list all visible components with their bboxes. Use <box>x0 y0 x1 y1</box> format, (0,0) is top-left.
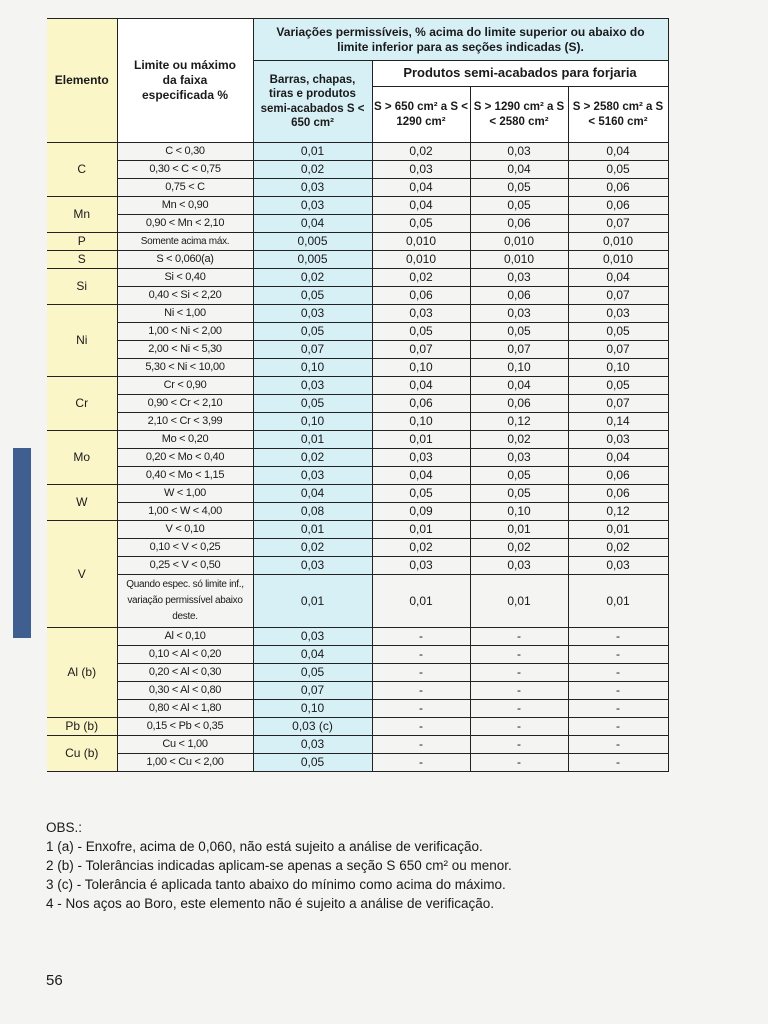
table-row <box>47 251 668 269</box>
s2-cell: 0,12 <box>470 413 568 431</box>
s2-cell: - <box>470 646 568 664</box>
s2-cell: 0,05 <box>470 467 568 485</box>
s2-cell: 0,03 <box>470 305 568 323</box>
s2-cell: 0,010 <box>470 251 568 269</box>
s2-cell: - <box>470 754 568 772</box>
table-row <box>47 700 668 718</box>
s1-cell: 0,010 <box>372 251 470 269</box>
s3-cell: - <box>568 754 668 772</box>
table-row <box>47 395 668 413</box>
bar-cell: 0,01 <box>253 521 372 539</box>
table-row <box>47 736 668 754</box>
limit-cell: V < 0,10 <box>117 521 253 539</box>
table-row <box>47 431 668 449</box>
s3-cell: 0,03 <box>568 431 668 449</box>
s3-cell: 0,06 <box>568 197 668 215</box>
s2-cell: 0,10 <box>470 359 568 377</box>
s3-cell: 0,06 <box>568 179 668 197</box>
s3-cell: 0,12 <box>568 503 668 521</box>
element-ni: Ni <box>47 305 117 377</box>
element-v: V <box>47 521 117 628</box>
table-row <box>47 521 668 539</box>
table-row <box>47 323 668 341</box>
s3-cell: - <box>568 664 668 682</box>
bar-cell: 0,03 <box>253 377 372 395</box>
bar-cell: 0,05 <box>253 395 372 413</box>
element-w: W <box>47 485 117 521</box>
limit-cell: Ni < 1,00 <box>117 305 253 323</box>
s3-cell: 0,06 <box>568 485 668 503</box>
limit-cell: 0,40 < Mo < 1,15 <box>117 467 253 485</box>
bar-cell: 0,03 <box>253 467 372 485</box>
element-mo: Mo <box>47 431 117 485</box>
limit-cell: W < 1,00 <box>117 485 253 503</box>
s1-cell: - <box>372 736 470 754</box>
table-row <box>47 161 668 179</box>
bar-cell: 0,05 <box>253 287 372 305</box>
bar-cell: 0,03 <box>253 628 372 646</box>
s2-cell: - <box>470 664 568 682</box>
s3-cell: 0,010 <box>568 233 668 251</box>
s3-cell: 0,010 <box>568 251 668 269</box>
bar-cell: 0,02 <box>253 269 372 287</box>
s1-cell: - <box>372 628 470 646</box>
bar-cell: 0,04 <box>253 646 372 664</box>
s1-cell: - <box>372 700 470 718</box>
limit-cell: Quando espec. só limite inf., variação permissível abaixo deste. <box>117 575 253 628</box>
s1-cell: 0,01 <box>372 521 470 539</box>
header-elemento: Elemento <box>47 19 117 143</box>
s2-cell: 0,05 <box>470 197 568 215</box>
element-si: Si <box>47 269 117 305</box>
limit-cell: 0,20 < Al < 0,30 <box>117 664 253 682</box>
limit-cell: 0,10 < Al < 0,20 <box>117 646 253 664</box>
s1-cell: 0,03 <box>372 557 470 575</box>
tolerance-table-wrapper <box>47 18 668 772</box>
limit-cell: 0,10 < V < 0,25 <box>117 539 253 557</box>
s3-cell: 0,14 <box>568 413 668 431</box>
s1-cell: - <box>372 718 470 736</box>
limit-cell: 2,00 < Ni < 5,30 <box>117 341 253 359</box>
side-color-bar <box>13 448 31 638</box>
s3-cell: 0,05 <box>568 377 668 395</box>
limit-cell: Cu < 1,00 <box>117 736 253 754</box>
obs-note-1: 1 (a) - Enxofre, acima de 0,060, não está sujeito a análise de verificação. <box>46 839 483 854</box>
header-barras: Barras, chapas, tiras e produtos semi-acabados S < 650 cm² <box>253 61 372 143</box>
bar-cell: 0,03 <box>253 557 372 575</box>
s3-cell: 0,02 <box>568 539 668 557</box>
s3-cell: 0,05 <box>568 161 668 179</box>
table-row <box>47 503 668 521</box>
limit-cell: 0,15 < Pb < 0,35 <box>117 718 253 736</box>
table-row <box>47 377 668 395</box>
s3-cell: 0,05 <box>568 323 668 341</box>
bar-cell: 0,08 <box>253 503 372 521</box>
table-row <box>47 215 668 233</box>
limit-cell: 5,30 < Ni < 10,00 <box>117 359 253 377</box>
s2-cell: 0,02 <box>470 431 568 449</box>
s2-cell: 0,05 <box>470 323 568 341</box>
s2-cell: 0,03 <box>470 449 568 467</box>
s1-cell: 0,03 <box>372 161 470 179</box>
element-pb: Pb (b) <box>47 718 117 736</box>
limit-cell: 0,75 < C <box>117 179 253 197</box>
table-row <box>47 664 668 682</box>
bar-cell: 0,10 <box>253 700 372 718</box>
s3-cell: - <box>568 718 668 736</box>
s3-cell: 0,01 <box>568 575 668 628</box>
s2-cell: 0,03 <box>470 143 568 161</box>
s3-cell: - <box>568 628 668 646</box>
header-produtos: Produtos semi-acabados para forjaria <box>372 61 668 87</box>
s2-cell: 0,06 <box>470 215 568 233</box>
limit-cell: C < 0,30 <box>117 143 253 161</box>
s2-cell: 0,10 <box>470 503 568 521</box>
table-row <box>47 646 668 664</box>
bar-cell: 0,05 <box>253 754 372 772</box>
element-p: P <box>47 233 117 251</box>
element-c: C <box>47 143 117 197</box>
table-row <box>47 359 668 377</box>
header-sub1: S > 650 cm² a S < 1290 cm² <box>372 87 470 143</box>
s3-cell: 0,01 <box>568 521 668 539</box>
s1-cell: 0,03 <box>372 305 470 323</box>
table-row <box>47 485 668 503</box>
table-row <box>47 539 668 557</box>
s2-cell: - <box>470 718 568 736</box>
header-sub2: S > 1290 cm² a S < 2580 cm² <box>470 87 568 143</box>
table-row <box>47 557 668 575</box>
s2-cell: 0,05 <box>470 179 568 197</box>
s1-cell: - <box>372 664 470 682</box>
bar-cell: 0,03 <box>253 736 372 754</box>
s2-cell: 0,02 <box>470 539 568 557</box>
limit-cell: Cr < 0,90 <box>117 377 253 395</box>
s2-cell: 0,03 <box>470 557 568 575</box>
s2-cell: 0,06 <box>470 395 568 413</box>
bar-cell: 0,01 <box>253 143 372 161</box>
s2-cell: 0,01 <box>470 521 568 539</box>
bar-cell: 0,04 <box>253 215 372 233</box>
header-sub3: S > 2580 cm² a S < 5160 cm² <box>568 87 668 143</box>
limit-cell: Somente acima máx. <box>117 233 253 251</box>
limit-cell: 0,40 < Si < 2,20 <box>117 287 253 305</box>
header-limite: Limite ou máximo da faixa especificada % <box>117 19 253 143</box>
table-row <box>47 341 668 359</box>
limit-cell: 0,90 < Mn < 2,10 <box>117 215 253 233</box>
s3-cell: 0,07 <box>568 287 668 305</box>
bar-cell: 0,03 <box>253 179 372 197</box>
s1-cell: 0,05 <box>372 485 470 503</box>
s3-cell: 0,10 <box>568 359 668 377</box>
table-row <box>47 575 668 628</box>
bar-cell: 0,10 <box>253 359 372 377</box>
table-row <box>47 467 668 485</box>
s1-cell: 0,09 <box>372 503 470 521</box>
obs-note-4: 4 - Nos aços ao Boro, este elemento não é sujeito a análise de verificação. <box>46 896 495 911</box>
limit-cell: 1,00 < W < 4,00 <box>117 503 253 521</box>
table-row <box>47 413 668 431</box>
table-row <box>47 628 668 646</box>
limit-cell: S < 0,060(a) <box>117 251 253 269</box>
s1-cell: 0,10 <box>372 413 470 431</box>
limit-cell: 0,30 < C < 0,75 <box>117 161 253 179</box>
s1-cell: - <box>372 646 470 664</box>
bar-cell: 0,01 <box>253 431 372 449</box>
s2-cell: - <box>470 700 568 718</box>
table-row <box>47 287 668 305</box>
limit-cell: 1,00 < Ni < 2,00 <box>117 323 253 341</box>
s2-cell: 0,01 <box>470 575 568 628</box>
s1-cell: 0,07 <box>372 341 470 359</box>
bar-cell: 0,02 <box>253 449 372 467</box>
s3-cell: 0,07 <box>568 215 668 233</box>
element-cu: Cu (b) <box>47 736 117 772</box>
bar-cell: 0,02 <box>253 539 372 557</box>
table-row <box>47 197 668 215</box>
table-row <box>47 754 668 772</box>
bar-cell: 0,03 <box>253 305 372 323</box>
limit-cell: Mn < 0,90 <box>117 197 253 215</box>
s3-cell: 0,04 <box>568 269 668 287</box>
limit-cell: 0,30 < Al < 0,80 <box>117 682 253 700</box>
limit-cell: Al < 0,10 <box>117 628 253 646</box>
s3-cell: 0,07 <box>568 395 668 413</box>
s2-cell: - <box>470 736 568 754</box>
bar-cell: 0,03 <box>253 197 372 215</box>
page-number: 56 <box>46 972 63 989</box>
s2-cell: 0,010 <box>470 233 568 251</box>
s3-cell: - <box>568 646 668 664</box>
s2-cell: 0,05 <box>470 485 568 503</box>
element-mn: Mn <box>47 197 117 233</box>
s3-cell: 0,06 <box>568 467 668 485</box>
s1-cell: 0,06 <box>372 395 470 413</box>
limit-cell: Mo < 0,20 <box>117 431 253 449</box>
s3-cell: 0,04 <box>568 449 668 467</box>
limit-cell: 0,80 < Al < 1,80 <box>117 700 253 718</box>
s2-cell: 0,04 <box>470 377 568 395</box>
table-row <box>47 269 668 287</box>
observations <box>46 818 736 913</box>
s3-cell: 0,04 <box>568 143 668 161</box>
s3-cell: 0,07 <box>568 341 668 359</box>
header-variacoes: Variações permissíveis, % acima do limite superior ou abaixo do limite inferior para as seções indicadas (S). <box>253 19 668 61</box>
limit-cell: 0,90 < Cr < 2,10 <box>117 395 253 413</box>
s2-cell: 0,06 <box>470 287 568 305</box>
s3-cell: 0,03 <box>568 305 668 323</box>
s1-cell: 0,04 <box>372 197 470 215</box>
s1-cell: - <box>372 682 470 700</box>
s1-cell: 0,04 <box>372 377 470 395</box>
bar-cell: 0,02 <box>253 161 372 179</box>
s3-cell: - <box>568 682 668 700</box>
bar-cell: 0,05 <box>253 323 372 341</box>
limit-cell: 1,00 < Cu < 2,00 <box>117 754 253 772</box>
element-cr: Cr <box>47 377 117 431</box>
s1-cell: 0,05 <box>372 215 470 233</box>
limit-cell: 0,25 < V < 0,50 <box>117 557 253 575</box>
s1-cell: 0,01 <box>372 575 470 628</box>
limit-cell: 2,10 < Cr < 3,99 <box>117 413 253 431</box>
table-row <box>47 682 668 700</box>
table-row <box>47 305 668 323</box>
limit-cell: 0,20 < Mo < 0,40 <box>117 449 253 467</box>
s3-cell: - <box>568 736 668 754</box>
table-row <box>47 233 668 251</box>
bar-cell: 0,01 <box>253 575 372 628</box>
table-row <box>47 718 668 736</box>
s1-cell: 0,01 <box>372 431 470 449</box>
s2-cell: 0,04 <box>470 161 568 179</box>
obs-note-2: 2 (b) - Tolerâncias indicadas aplicam-se apenas a seção S 650 cm² ou menor. <box>46 858 512 873</box>
element-al: Al (b) <box>47 628 117 718</box>
limit-cell: Si < 0,40 <box>117 269 253 287</box>
table-row <box>47 179 668 197</box>
s3-cell: 0,03 <box>568 557 668 575</box>
obs-title: OBS.: <box>46 820 83 835</box>
s3-cell: - <box>568 700 668 718</box>
s2-cell: - <box>470 628 568 646</box>
bar-cell: 0,07 <box>253 341 372 359</box>
table-row <box>47 143 668 161</box>
s1-cell: 0,04 <box>372 179 470 197</box>
s2-cell: 0,03 <box>470 269 568 287</box>
s1-cell: 0,04 <box>372 467 470 485</box>
bar-cell: 0,03 (c) <box>253 718 372 736</box>
s1-cell: - <box>372 754 470 772</box>
s1-cell: 0,03 <box>372 449 470 467</box>
s2-cell: 0,07 <box>470 341 568 359</box>
tolerance-table <box>47 18 669 772</box>
s2-cell: - <box>470 682 568 700</box>
bar-cell: 0,04 <box>253 485 372 503</box>
bar-cell: 0,07 <box>253 682 372 700</box>
s1-cell: 0,05 <box>372 323 470 341</box>
s1-cell: 0,02 <box>372 269 470 287</box>
s1-cell: 0,06 <box>372 287 470 305</box>
bar-cell: 0,10 <box>253 413 372 431</box>
s1-cell: 0,10 <box>372 359 470 377</box>
element-s: S <box>47 251 117 269</box>
bar-cell: 0,005 <box>253 251 372 269</box>
table-row <box>47 449 668 467</box>
bar-cell: 0,005 <box>253 233 372 251</box>
s1-cell: 0,02 <box>372 143 470 161</box>
s1-cell: 0,010 <box>372 233 470 251</box>
obs-note-3: 3 (c) - Tolerância é aplicada tanto abaixo do mínimo como acima do máximo. <box>46 877 506 892</box>
bar-cell: 0,05 <box>253 664 372 682</box>
s1-cell: 0,02 <box>372 539 470 557</box>
